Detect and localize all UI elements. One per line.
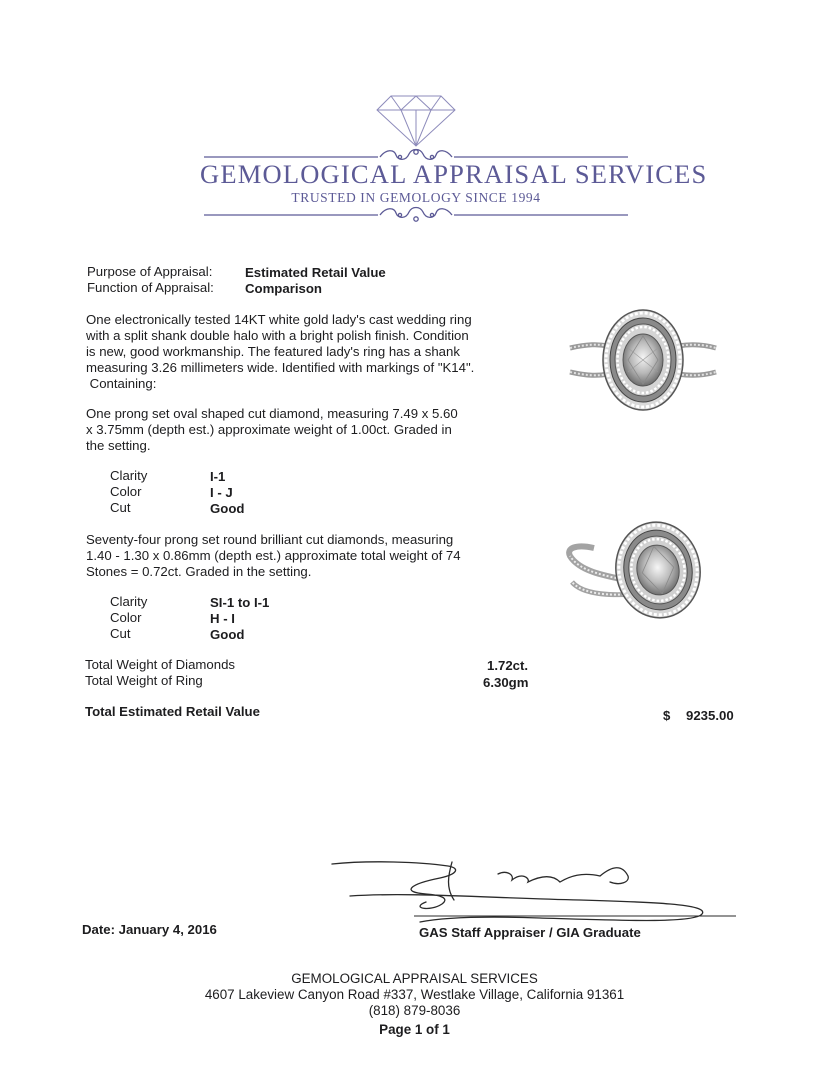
grade-value-cut: Good [210,627,245,642]
total-ring-label: Total Weight of Ring [85,673,203,688]
diamond-icon [377,96,455,146]
function-label: Function of Appraisal: [87,280,214,295]
grade-value-clarity: SI-1 to I-1 [210,595,270,610]
accent-stones-line: Seventy-four prong set round brilliant cut diamonds, measuring [86,532,454,547]
ring-description [86,312,474,392]
ring-photo-top-view [568,300,718,422]
footer-address: 4607 Lakeview Canyon Road #337, Westlake Village, California 91361 [204,987,625,1002]
total-diamonds-label: Total Weight of Diamonds [85,657,236,672]
total-retail-label: Total Estimated Retail Value [85,704,260,719]
footer-company: GEMOLOGICAL APPRAISAL SERVICES [291,971,538,986]
description-line: with a split shank double halo with a bright polish finish. Condition [86,328,469,343]
function-value: Comparison [245,281,322,296]
appraisal-date: Date: January 4, 2016 [82,922,217,937]
page-number: Page 1 of 1 [379,1022,450,1037]
center-stone-line: x 3.75mm (depth est.) approximate weight of 1.00ct. Graded in [86,422,452,437]
grade-label-clarity: Clarity [110,594,148,609]
grade-label-color: Color [110,484,142,499]
grade-label-cut: Cut [110,500,131,515]
ring-photo-angled-view [566,514,708,632]
accent-stones-line: Stones = 0.72ct. Graded in the setting. [86,564,312,579]
description-line: measuring 3.26 millimeters wide. Identified with markings of "K14". [86,360,475,375]
grade-value-clarity: I-1 [210,469,226,484]
logo [200,88,708,228]
center-stone-line: the setting. [86,438,151,453]
accent-stones-description [86,532,461,580]
top-flourish [204,150,628,160]
total-retail-value: 9235.00 [686,708,734,723]
total-ring-value: 6.30gm [483,675,529,690]
total-diamonds-value: 1.72ct. [487,658,529,673]
purpose-label: Purpose of Appraisal: [87,264,213,279]
appraiser-signature [330,852,740,928]
description-line: Containing: [86,376,157,391]
center-stone-description [86,406,458,454]
grade-value-cut: Good [210,501,245,516]
currency-symbol: $ [663,708,671,723]
description-line: is new, good workmanship. The featured lady's ring has a shank [86,344,460,359]
grade-value-color: H - I [210,611,235,626]
company-name: GEMOLOGICAL APPRAISAL SERVICES [200,159,708,189]
bottom-flourish [204,208,628,222]
grade-label-clarity: Clarity [110,468,148,483]
center-stone-line: One prong set oval shaped cut diamond, measuring 7.49 x 5.60 [86,406,458,421]
footer-phone: (818) 879-8036 [368,1003,461,1018]
company-tagline: TRUSTED IN GEMOLOGY SINCE 1994 [291,190,541,205]
grade-label-cut: Cut [110,626,131,641]
accent-stones-line: 1.40 - 1.30 x 0.86mm (depth est.) approximate total weight of 74 [86,548,461,563]
description-line: One electronically tested 14KT white gold lady's cast wedding ring [86,312,472,327]
appraiser-title: GAS Staff Appraiser / GIA Graduate [419,925,641,940]
grade-label-color: Color [110,610,142,625]
purpose-value: Estimated Retail Value [245,265,386,280]
grade-value-color: I - J [210,485,233,500]
